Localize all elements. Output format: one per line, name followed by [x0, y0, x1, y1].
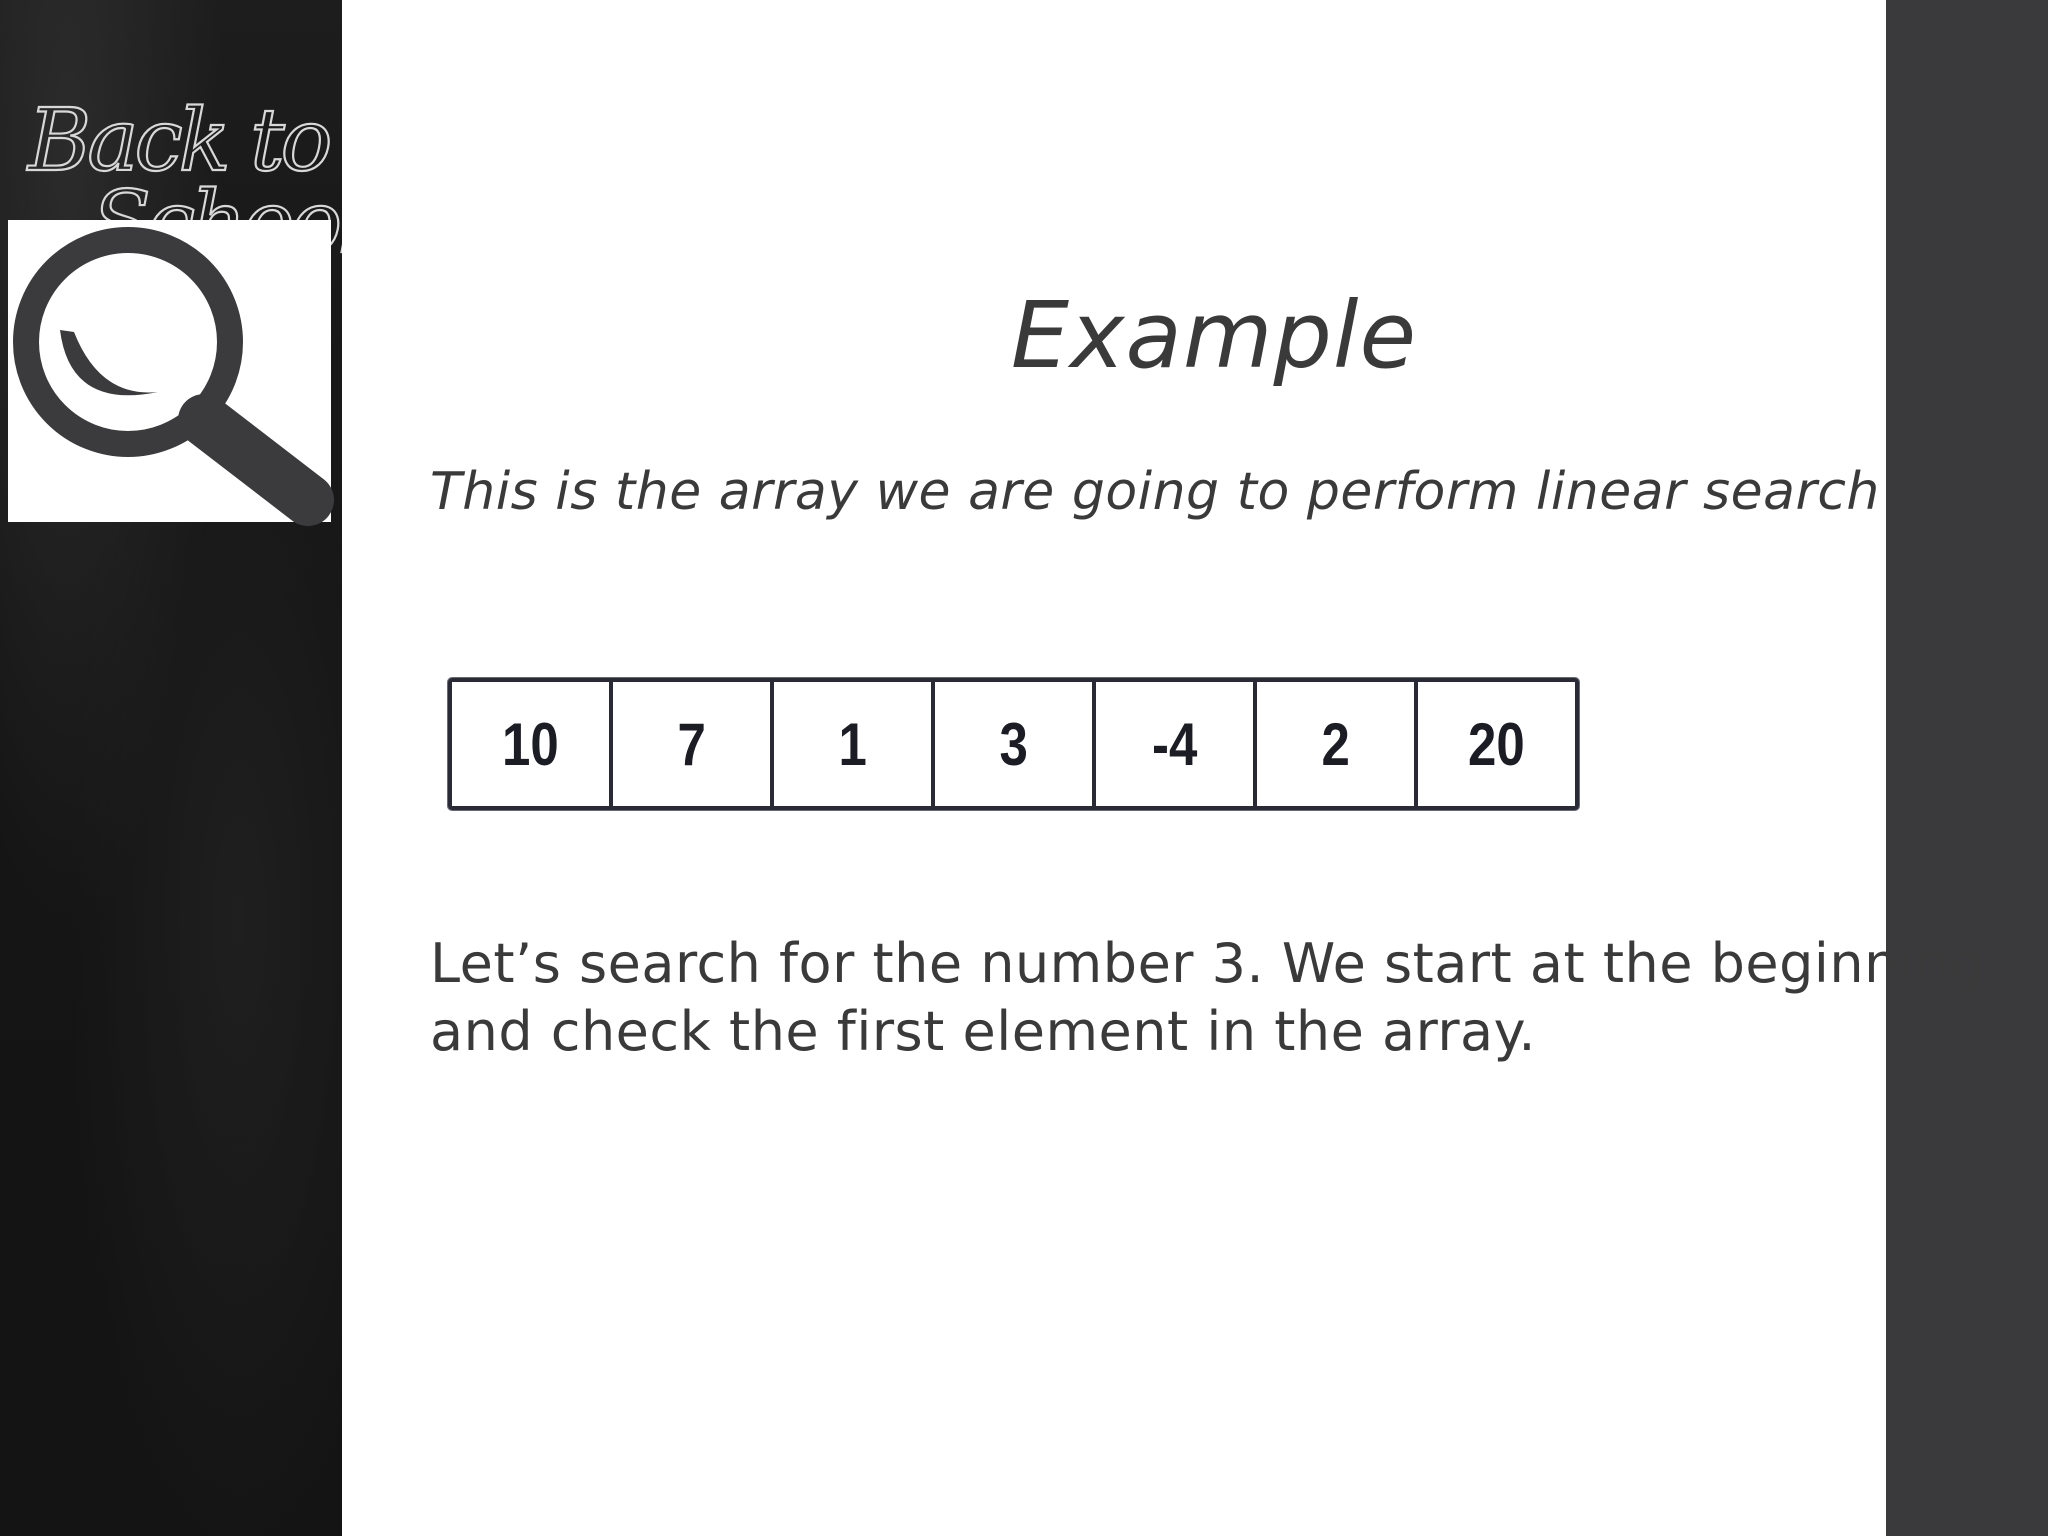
- slide: [342, 0, 1984, 1536]
- array-cell-value: 7: [677, 710, 706, 778]
- array-cell-value: -4: [1151, 710, 1198, 778]
- magnifier-icon: [8, 220, 331, 522]
- body-line-1: Let’s search for the number 3. We start at the beginning: [430, 932, 1984, 995]
- body-text: [430, 930, 1984, 1066]
- slide-title: [342, 282, 1886, 389]
- array-cell-value: 20: [1468, 710, 1525, 778]
- intro-text: This is the array we are going to perform linear search: [430, 462, 1880, 522]
- array-cell-value: 2: [1321, 710, 1350, 778]
- array-cell: [1257, 682, 1418, 806]
- array-cell: [452, 682, 613, 806]
- magnifier-image: [8, 220, 331, 522]
- array-cell-value: 10: [502, 710, 559, 778]
- slide-title-text: Example: [1010, 282, 1418, 389]
- array-cell-value: 1: [838, 710, 867, 778]
- array-cell: [613, 682, 774, 806]
- svg-text:Back to: Back to: [28, 91, 329, 191]
- array-cell: [774, 682, 935, 806]
- body-line-2: and check the first element in the array.: [430, 1000, 1537, 1063]
- array-cell-value: 3: [999, 710, 1028, 778]
- chalkboard-panel: [0, 0, 342, 1536]
- array-cell: [1096, 682, 1257, 806]
- array-cell: [1418, 682, 1575, 806]
- array-cell: [935, 682, 1096, 806]
- back-to-school-chalk-logo: [22, 70, 329, 220]
- array-diagram: [448, 678, 1579, 810]
